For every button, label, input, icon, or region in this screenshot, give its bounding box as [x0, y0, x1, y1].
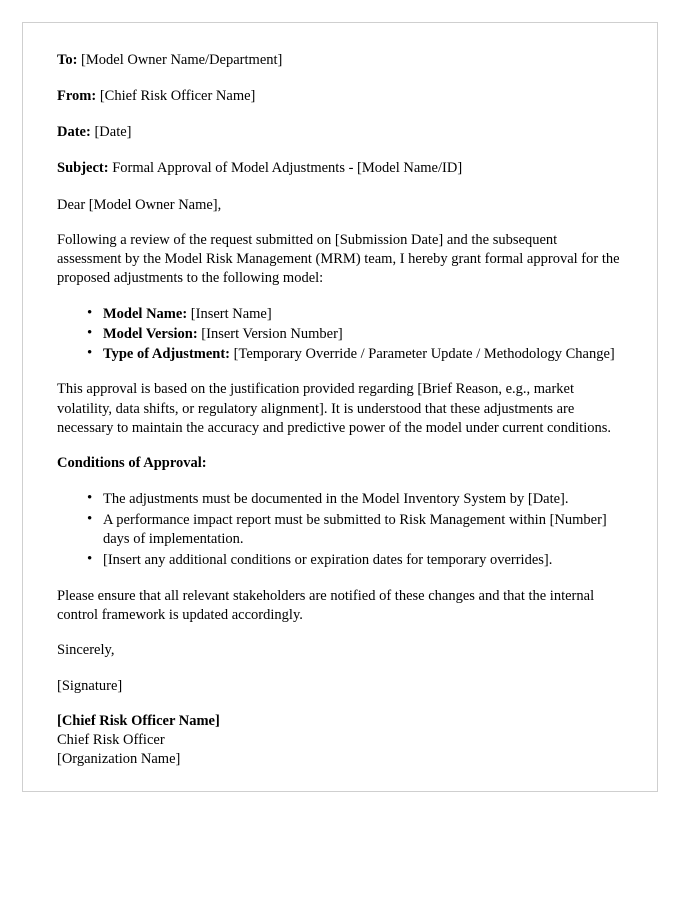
list-item: • The adjustments must be documented in the Model Inventory System by [Date].	[103, 490, 623, 509]
field-subject	[57, 159, 623, 178]
sign-off: Sincerely,	[57, 642, 115, 659]
signer-block	[57, 712, 623, 770]
field-from-label: From:	[57, 88, 97, 105]
model-name-label: Model Name:	[103, 305, 188, 322]
list-item	[103, 305, 623, 324]
adjustment-type-value: [Temporary Override / Parameter Update / Methodology Change]	[233, 346, 615, 363]
model-name-value: [Insert Name]	[190, 305, 272, 322]
conditions-heading	[57, 454, 623, 473]
field-subject-value: Formal Approval of Model Adjustments - [Model Name/ID]	[112, 160, 463, 177]
model-version-label: Model Version:	[103, 325, 198, 342]
document-body	[23, 23, 657, 770]
list-item: • [Insert any additional conditions or expiration dates for temporary overrides].	[103, 551, 623, 570]
conditions-heading-text: Conditions of Approval:	[57, 455, 207, 472]
field-to-value: [Model Owner Name/Department]	[81, 52, 283, 68]
field-subject-label: Subject:	[57, 160, 109, 177]
field-date-value: [Date]	[94, 124, 132, 141]
document-page	[22, 22, 658, 792]
model-version-value: [Insert Version Number]	[201, 325, 343, 342]
list-item	[103, 325, 623, 344]
field-to	[57, 51, 623, 70]
field-from-value: [Chief Risk Officer Name]	[99, 88, 256, 105]
conditions-list	[57, 490, 623, 571]
signer-name: [Chief Risk Officer Name]	[57, 712, 220, 729]
field-date	[57, 123, 623, 142]
closing-paragraph: Please ensure that all relevant stakeholders are notified of these changes and that the internal control framework is updated accordingly.	[57, 587, 595, 623]
signer-title: Chief Risk Officer	[57, 732, 165, 749]
intro-paragraph: Following a review of the request submitted on [Submission Date] and the subsequent assessment by the Model Risk Management (MRM) team, I hereby grant formal approval for the proposed adjustments to the following model:	[57, 231, 620, 287]
field-to-label: To:	[57, 52, 78, 68]
model-details-list	[57, 305, 623, 365]
field-from	[57, 87, 623, 106]
justification-paragraph: This approval is based on the justification provided regarding [Brief Reason, e.g., market volatility, data shifts, or regulatory alignment]. It is understood that these adjustments are necessary to maintain the accuracy and predictive power of the model under current conditions.	[57, 381, 612, 437]
list-item	[103, 345, 623, 364]
list-item: • A performance impact report must be submitted to Risk Management within [Number] days of implementation.	[103, 511, 623, 550]
signature-placeholder: [Signature]	[57, 677, 123, 694]
adjustment-type-label: Type of Adjustment:	[103, 346, 231, 363]
signer-organization: [Organization Name]	[57, 751, 181, 768]
field-date-label: Date:	[57, 124, 91, 141]
salutation: Dear [Model Owner Name],	[57, 196, 222, 213]
